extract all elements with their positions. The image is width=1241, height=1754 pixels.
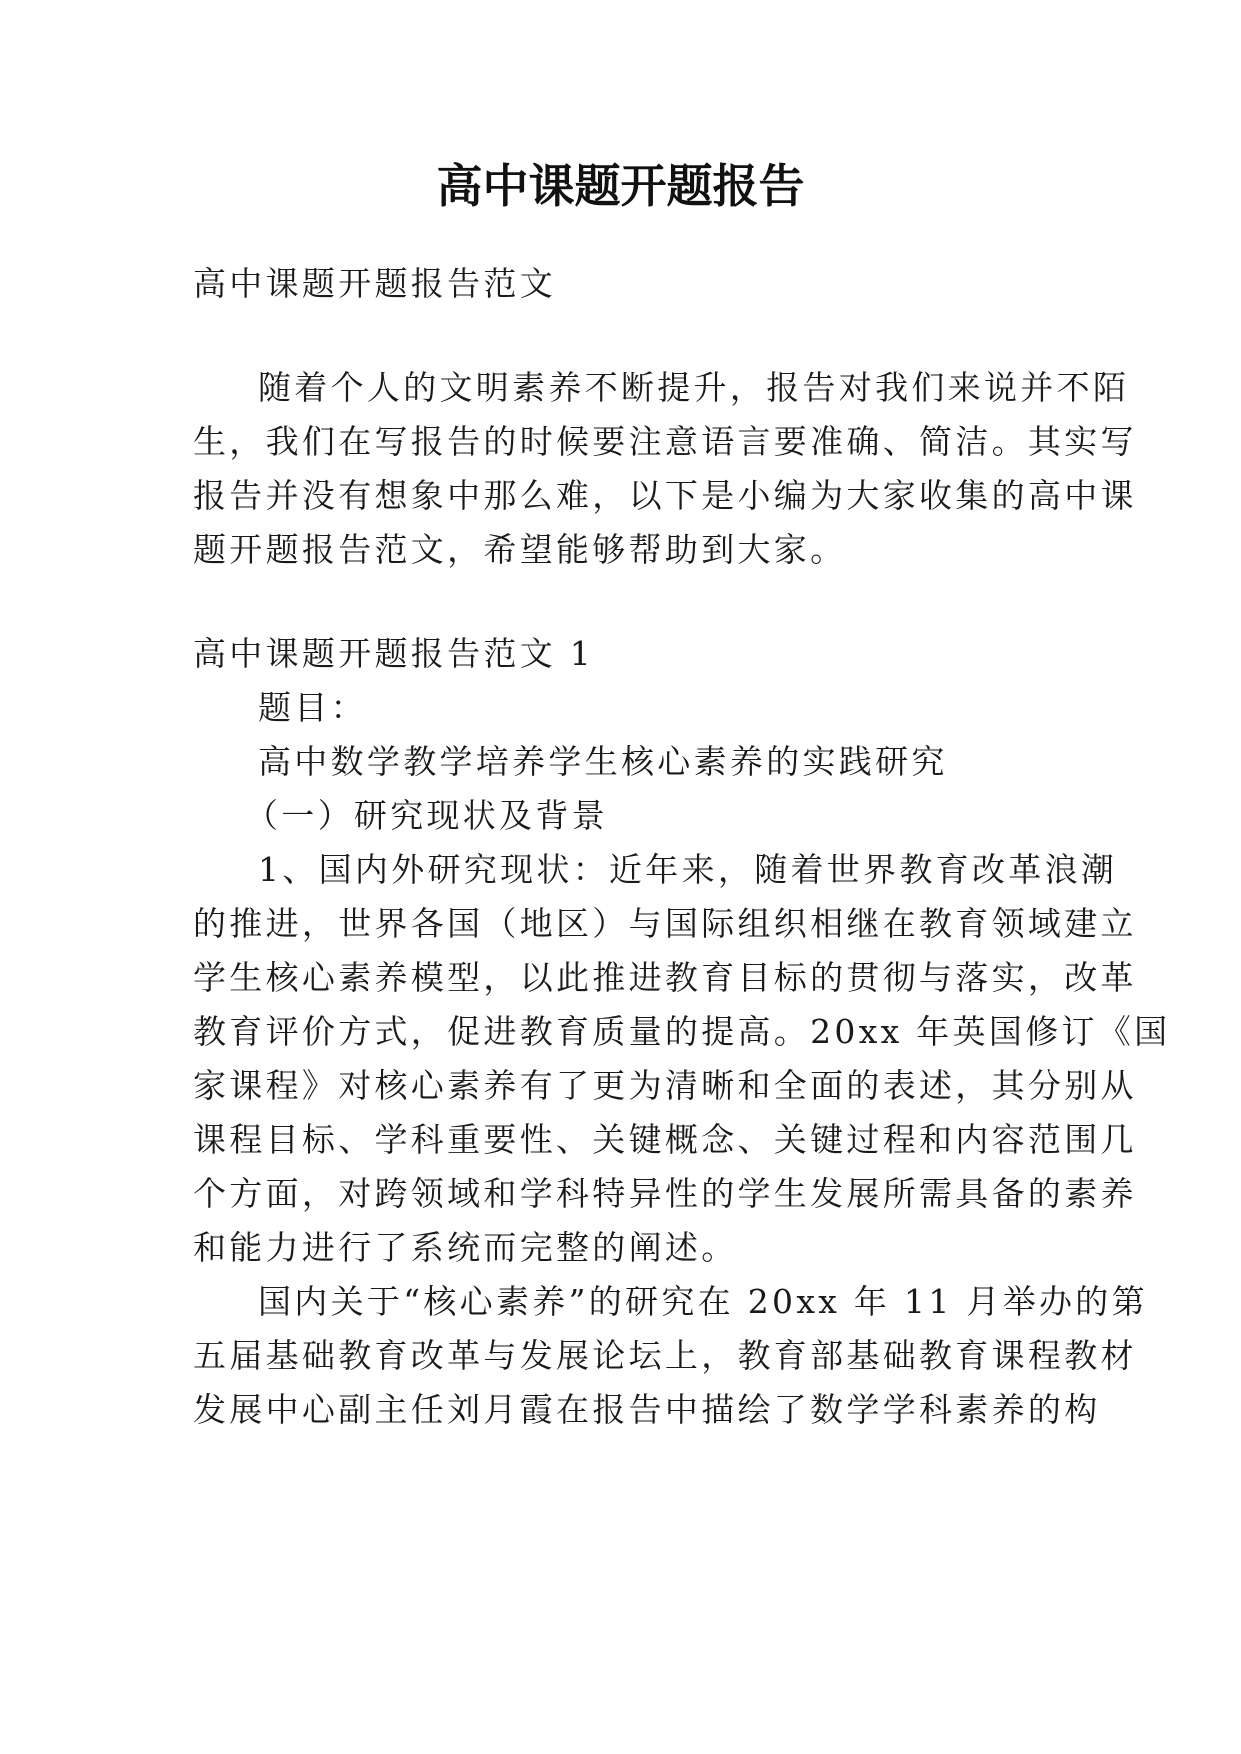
paragraph-line: 教育评价方式，促进教育质量的提高。20xx 年英国修订《国 (193, 1012, 1171, 1051)
paragraph-line: 个方面，对跨领域和学科特异性的学生发展所需具备的素养 (193, 1174, 1137, 1213)
intro-line: 随着个人的文明素养不断提升，报告对我们来说并不陌 (258, 368, 1130, 407)
paragraph-line: 五届基础教育改革与发展论坛上，教育部基础教育课程教材 (193, 1336, 1137, 1375)
topic-label: 题目： (258, 688, 367, 727)
topic-text: 高中数学教学培养学生核心素养的实践研究 (258, 742, 948, 781)
paragraph-line: 学生核心素养模型，以此推进教育目标的贯彻与落实，改革 (193, 958, 1137, 997)
intro-line: 报告并没有想象中那么难，以下是小编为大家收集的高中课 (193, 476, 1137, 515)
part-heading: （一）研究现状及背景 (245, 796, 608, 835)
paragraph-line: 的推进，世界各国（地区）与国际组织相继在教育领域建立 (193, 904, 1137, 943)
intro-line: 题开题报告范文，希望能够帮助到大家。 (193, 530, 847, 569)
paragraph-line: 1、国内外研究现状：近年来，随着世界教育改革浪潮 (258, 850, 1118, 889)
intro-line: 生，我们在写报告的时候要注意语言要准确、简洁。其实写 (193, 422, 1137, 461)
paragraph-line: 家课程》对核心素养有了更为清晰和全面的表述，其分别从 (193, 1066, 1137, 1105)
document-title: 高中课题开题报告 (436, 159, 805, 213)
paragraph-line: 和能力进行了系统而完整的阐述。 (193, 1228, 738, 1267)
section-heading: 高中课题开题报告范文 1 (193, 634, 595, 673)
paragraph-line: 国内关于“核心素养”的研究在 20xx 年 11 月举办的第 (258, 1282, 1148, 1321)
paragraph-line: 课程目标、学科重要性、关键概念、关键过程和内容范围几 (193, 1120, 1137, 1159)
paragraph-line: 发展中心副主任刘月霞在报告中描绘了数学学科素养的构 (193, 1390, 1101, 1429)
document-subtitle: 高中课题开题报告范文 (193, 264, 556, 303)
